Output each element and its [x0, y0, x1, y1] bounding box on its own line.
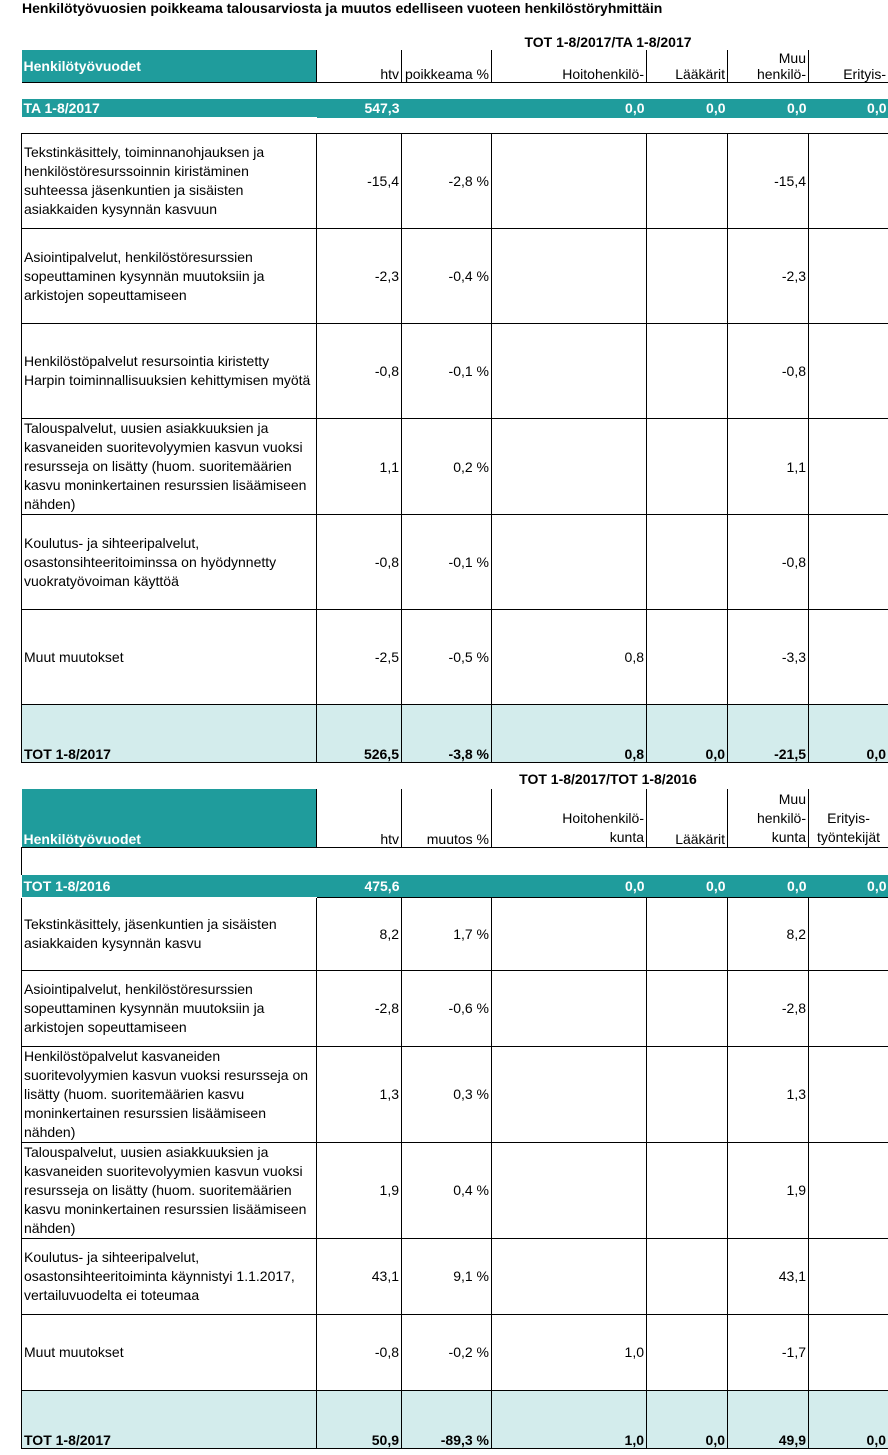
table1-header-pct: poikkeama %: [402, 50, 492, 83]
table2-header-hoito-line1: Hoitohenkilö-: [562, 809, 644, 826]
row-hoito: [492, 897, 647, 970]
row-laakarit: [647, 229, 728, 324]
total-htv: 526,5: [317, 705, 402, 763]
row-hoito: [492, 1046, 647, 1142]
row-htv: -0,8: [317, 324, 402, 419]
table1-base-pct: [402, 99, 492, 118]
row-htv: 43,1: [317, 1238, 402, 1314]
table-row: [22, 1046, 888, 1142]
table1-header-label: Henkilötyövuodet: [22, 50, 317, 83]
total-muu: 49,9: [728, 1390, 809, 1448]
table1: [21, 50, 888, 763]
table1-base-row: [22, 99, 888, 118]
row-hoito: [492, 419, 647, 515]
table2-caption: TOT 1-8/2017/TOT 1-8/2016: [519, 771, 697, 787]
row-hoito: [492, 134, 647, 229]
row-laakarit: [647, 970, 728, 1046]
total-hoito: 0,8: [492, 705, 647, 763]
row-muu: 43,1: [728, 1238, 809, 1314]
table-row: [22, 515, 888, 610]
row-muu: -2,8: [728, 970, 809, 1046]
table1-header-htv: htv: [317, 50, 402, 83]
row-pct: 9,1 %: [402, 1238, 492, 1314]
total-erityis: 0,0: [809, 705, 888, 763]
total-laakarit: 0,0: [647, 705, 728, 763]
row-laakarit: [647, 1142, 728, 1238]
total-muu: -21,5: [728, 705, 809, 763]
row-htv: -2,3: [317, 229, 402, 324]
table2-header-label: Henkilötyövuodet: [22, 789, 317, 847]
row-pct: -0,4 %: [402, 229, 492, 324]
table1-header-hoito: Hoitohenkilö-: [492, 50, 647, 83]
row-pct: 0,3 %: [402, 1046, 492, 1142]
table2-header-muu-line1: Muu henkilö-: [756, 790, 806, 826]
table2-base-erityis: 0,0: [809, 875, 888, 897]
row-pct: 0,2 %: [402, 419, 492, 515]
table-row: [22, 324, 888, 419]
row-htv: -2,8: [317, 970, 402, 1046]
table2-base-row: [22, 875, 888, 897]
row-pct: -0,2 %: [402, 1314, 492, 1390]
row-laakarit: [647, 1046, 728, 1142]
row-hoito: [492, 1238, 647, 1314]
row-label: Talouspalvelut, uusien asiakkuuksien ja kasvaneiden suoritevolyymien kasvun vuoksi resursseja on lisätty (huom. suoritemäärien kasvu moninkertainen resurssien lisäämiseen nähden): [22, 419, 317, 515]
table2-header-pct: muutos %: [402, 789, 492, 847]
table1-blank-row: [22, 83, 888, 99]
row-pct: -0,6 %: [402, 970, 492, 1046]
table2-blank-row: [22, 847, 888, 875]
table2-base-hoito: 0,0: [492, 875, 647, 897]
row-htv: -2,5: [317, 610, 402, 705]
total-pct: -3,8 %: [402, 705, 492, 763]
row-erityis: [809, 1046, 888, 1142]
row-htv: 1,3: [317, 1046, 402, 1142]
row-label: Asiointipalvelut, henkilöstöresurssien sopeuttaminen kysynnän muutoksiin ja arkistojen sopeuttamiseen: [22, 229, 317, 324]
table2-header-muu: [728, 789, 809, 847]
table-row: [22, 1314, 888, 1390]
row-label: Tekstinkäsittely, toiminnanohjauksen ja henkilöstöresurssoinnin kiristäminen suhteessa jäsenkuntien ja sisäisten asiakkaiden kysynnän kasvuun: [22, 134, 317, 229]
row-label: Henkilöstöpalvelut kasvaneiden suoritevolyymien kasvun vuoksi resursseja on lisätty (huom. suoritemäärien kasvu moninkertainen resurssien lisäämiseen nähden): [22, 1046, 317, 1142]
row-erityis: [809, 610, 888, 705]
row-erityis: [809, 970, 888, 1046]
table-row: [22, 970, 888, 1046]
total-erityis: 0,0: [809, 1390, 888, 1448]
table1-base-erityis: 0,0: [809, 99, 888, 118]
table1-header-laakarit: Lääkärit: [647, 50, 728, 83]
row-label: Tekstinkäsittely, jäsenkuntien ja sisäisten asiakkaiden kysynnän kasvu: [22, 897, 317, 970]
table-row: [22, 1142, 888, 1238]
row-hoito: [492, 515, 647, 610]
row-hoito: [492, 970, 647, 1046]
table-row: [22, 610, 888, 705]
table2-base-pct: [402, 875, 492, 897]
row-laakarit: [647, 610, 728, 705]
table1-base-hoito: 0,0: [492, 99, 647, 118]
row-pct: -0,1 %: [402, 515, 492, 610]
row-pct: -0,5 %: [402, 610, 492, 705]
row-erityis: [809, 515, 888, 610]
row-hoito: [492, 229, 647, 324]
row-muu: 1,9: [728, 1142, 809, 1238]
row-erityis: [809, 419, 888, 515]
row-laakarit: [647, 1238, 728, 1314]
row-label: Koulutus- ja sihteeripalvelut, osastonsihteeritoiminta käynnistyi 1.1.2017, vertailuvuodelta ei toteumaa: [22, 1238, 317, 1314]
total-pct: -89,3 %: [402, 1390, 492, 1448]
table2-header-erityis: [809, 789, 888, 847]
row-laakarit: [647, 134, 728, 229]
row-laakarit: [647, 324, 728, 419]
row-erityis: [809, 229, 888, 324]
table2: [21, 789, 888, 1449]
row-label: Muut muutokset: [22, 610, 317, 705]
table1-base-htv: 547,3: [317, 99, 402, 118]
total-hoito: 1,0: [492, 1390, 647, 1448]
table2-header-muu-line2: kunta: [771, 828, 806, 845]
table2-header-hoito: [492, 789, 647, 847]
table2-header-laakarit: Lääkärit: [647, 789, 728, 847]
row-htv: -15,4: [317, 134, 402, 229]
row-label: Talouspalvelut, uusien asiakkuuksien ja kasvaneiden suoritevolyymien kasvun vuoksi resursseja on lisätty (huom. suoritemäärien kasvu moninkertainen resurssien lisäämiseen nähden): [22, 1142, 317, 1238]
table2-total-row: [22, 1390, 888, 1448]
table1-header-muu: Muu henkilö-: [728, 50, 809, 83]
row-muu: -0,8: [728, 515, 809, 610]
row-htv: -0,8: [317, 1314, 402, 1390]
row-hoito: 1,0: [492, 1314, 647, 1390]
table1-gap-row: [22, 118, 888, 134]
table2-header-erityis-line1: Erityis-: [827, 809, 870, 826]
row-htv: 1,9: [317, 1142, 402, 1238]
row-label: Asiointipalvelut, henkilöstöresurssien sopeuttaminen kysynnän muutoksiin ja arkistojen sopeuttamiseen: [22, 970, 317, 1046]
table2-header-hoito-line2: kunta: [609, 828, 644, 845]
row-muu: -15,4: [728, 134, 809, 229]
row-muu: -2,3: [728, 229, 809, 324]
row-erityis: [809, 1314, 888, 1390]
row-laakarit: [647, 897, 728, 970]
row-hoito: [492, 1142, 647, 1238]
row-label: Muut muutokset: [22, 1314, 317, 1390]
row-laakarit: [647, 1314, 728, 1390]
row-htv: -0,8: [317, 515, 402, 610]
row-label: Koulutus- ja sihteeripalvelut, osastonsihteeritoiminssa on hyödynnetty vuokratyövoiman käyttöä: [22, 515, 317, 610]
table-row: [22, 229, 888, 324]
table2-header-htv: htv: [317, 789, 402, 847]
table2-header-row: [22, 789, 888, 847]
row-hoito: [492, 324, 647, 419]
row-pct: -2,8 %: [402, 134, 492, 229]
table1-header-erityis: Erityis-: [809, 50, 888, 83]
row-muu: 1,3: [728, 1046, 809, 1142]
total-label: TOT 1-8/2017: [22, 705, 317, 763]
row-erityis: [809, 1238, 888, 1314]
table2-base-htv: 475,6: [317, 875, 402, 897]
row-label: Henkilöstöpalvelut resursointia kiristetty Harpin toiminnallisuuksien kehittymisen myötä: [22, 324, 317, 419]
table-row: [22, 897, 888, 970]
row-laakarit: [647, 515, 728, 610]
table-row: [22, 134, 888, 229]
row-htv: 8,2: [317, 897, 402, 970]
row-muu: -3,3: [728, 610, 809, 705]
table1-base-laakarit: 0,0: [647, 99, 728, 118]
total-label: TOT 1-8/2017: [22, 1390, 317, 1448]
row-erityis: [809, 134, 888, 229]
row-pct: -0,1 %: [402, 324, 492, 419]
table1-base-label: TA 1-8/2017: [22, 99, 317, 118]
row-erityis: [809, 1142, 888, 1238]
total-htv: 50,9: [317, 1390, 402, 1448]
table1-total-row: [22, 705, 888, 763]
table-row: [22, 1238, 888, 1314]
table-row: [22, 419, 888, 515]
row-pct: 1,7 %: [402, 897, 492, 970]
table2-base-muu: 0,0: [728, 875, 809, 897]
row-laakarit: [647, 419, 728, 515]
table2-base-label: TOT 1-8/2016: [22, 875, 317, 897]
row-muu: 8,2: [728, 897, 809, 970]
row-pct: 0,4 %: [402, 1142, 492, 1238]
row-erityis: [809, 897, 888, 970]
table1-base-muu: 0,0: [728, 99, 809, 118]
row-muu: -0,8: [728, 324, 809, 419]
row-hoito: 0,8: [492, 610, 647, 705]
total-laakarit: 0,0: [647, 1390, 728, 1448]
row-erityis: [809, 324, 888, 419]
row-muu: 1,1: [728, 419, 809, 515]
page-title: Henkilötyövuosien poikkeama talousarviosta ja muutos edelliseen vuoteen henkilöstöryhmittäin: [22, 0, 663, 16]
table2-base-laakarit: 0,0: [647, 875, 728, 897]
table2-header-erityis-line2: työntekijät: [816, 828, 881, 845]
row-htv: 1,1: [317, 419, 402, 515]
table1-header-row: [22, 50, 888, 83]
row-muu: -1,7: [728, 1314, 809, 1390]
table1-caption: TOT 1-8/2017/TA 1-8/2017: [524, 34, 692, 50]
